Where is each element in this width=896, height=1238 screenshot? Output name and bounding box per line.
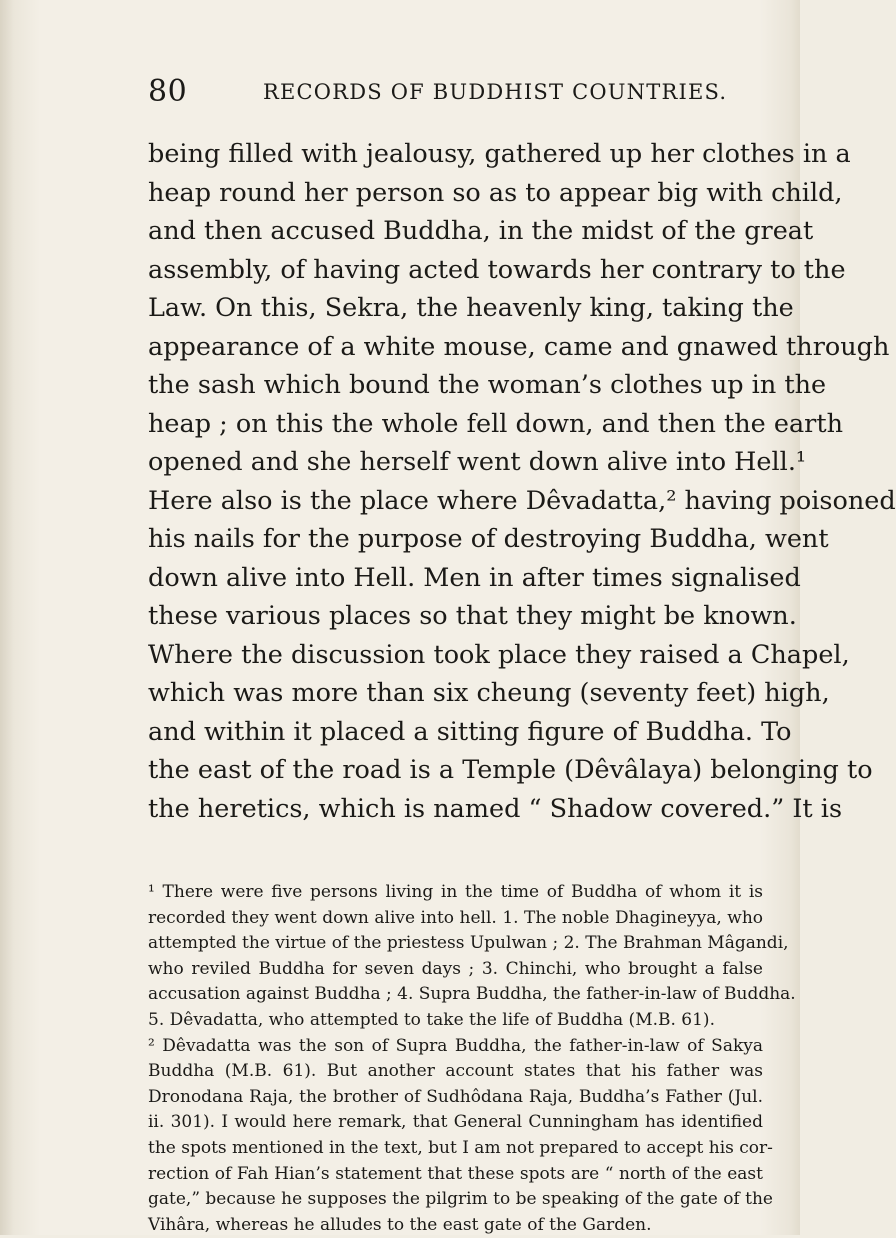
page-number: 80	[148, 74, 188, 109]
text-line: heap ; on this the whole fell down, and then the earth	[148, 408, 844, 439]
footnote-line: who reviled Buddha for seven days ; 3. Chinchi, who brought a false	[148, 958, 763, 979]
text-line: which was more than six cheung (seventy feet) high,	[148, 678, 830, 708]
footnote-line: the spots mentioned in the text, but I am not prepared to accept his cor-	[148, 1137, 773, 1158]
text-line: Law. On this, Sekra, the heavenly king, taking the	[148, 293, 794, 323]
main-text	[148, 135, 896, 828]
text-line: assembly, of having acted towards her contrary to the	[148, 254, 846, 285]
footnote-line: Buddha (M.B. 61). But another account states that his father was	[148, 1061, 763, 1082]
text-line: down alive into Hell. Men in after times signalised	[148, 562, 801, 593]
text-line: appearance of a white mouse, came and gnawed through	[148, 331, 890, 362]
footnote-line: attempted the virtue of the priestess Upulwan ; 2. The Brahman Mâgandi,	[148, 933, 789, 954]
footnote-line: ² Dêvadatta was the son of Supra Buddha, the father-in-law of Sakya	[148, 1035, 763, 1056]
footnote-line: gate,” because he supposes the pilgrim to be speaking of the gate of the	[148, 1189, 773, 1210]
footnote-line: ii. 301). I would here remark, that General Cunningham has identified	[148, 1112, 763, 1133]
text-line: being filled with jealousy, gathered up her clothes in a	[148, 139, 851, 169]
text-line: the heretics, which is named “ Shadow covered.” It is	[148, 793, 843, 824]
footnote-line: Vihâra, whereas he alludes to the east gate of the Garden.	[148, 1214, 652, 1235]
text-line: and within it placed a sitting figure of Buddha. To	[148, 716, 792, 747]
footnote-line: rection of Fah Hian’s statement that these spots are “ north of the east	[148, 1163, 763, 1184]
footnote-line: accusation against Buddha ; 4. Supra Buddha, the father-in-law of Buddha.	[148, 984, 796, 1005]
text-line: Here also is the place where Dêvadatta,² having poisoned	[148, 485, 896, 516]
text-line: these various places so that they might be known.	[148, 601, 797, 631]
text-line: the sash which bound the woman’s clothes up in the	[148, 370, 827, 400]
text-line: Where the discussion took place they raised a Chapel,	[148, 639, 850, 670]
footnote-line: 5. Dêvadatta, who attempted to take the life of Buddha (M.B. 61).	[148, 1009, 715, 1030]
text-line: his nails for the purpose of destroying Buddha, went	[148, 524, 829, 554]
footnote-line: ¹ There were five persons living in the time of Buddha of whom it is	[148, 882, 763, 902]
footnote-line: Dronodana Raja, the brother of Sudhôdana Raja, Buddha’s Father (Jul.	[148, 1086, 763, 1107]
page-header	[148, 74, 728, 114]
text-line: opened and she herself went down alive into Hell.¹	[148, 447, 807, 477]
text-line: and then accused Buddha, in the midst of the great	[148, 216, 814, 246]
running-head: RECORDS OF BUDDHIST COUNTRIES.	[263, 80, 728, 104]
footnote-line: recorded they went down alive into hell. 1. The noble Dhagineyya, who	[148, 907, 763, 928]
text-line: heap round her person so as to appear big with child,	[148, 177, 843, 208]
footnotes	[148, 880, 796, 1238]
text-line: the east of the road is a Temple (Dêvâlaya) belonging to	[148, 755, 873, 785]
